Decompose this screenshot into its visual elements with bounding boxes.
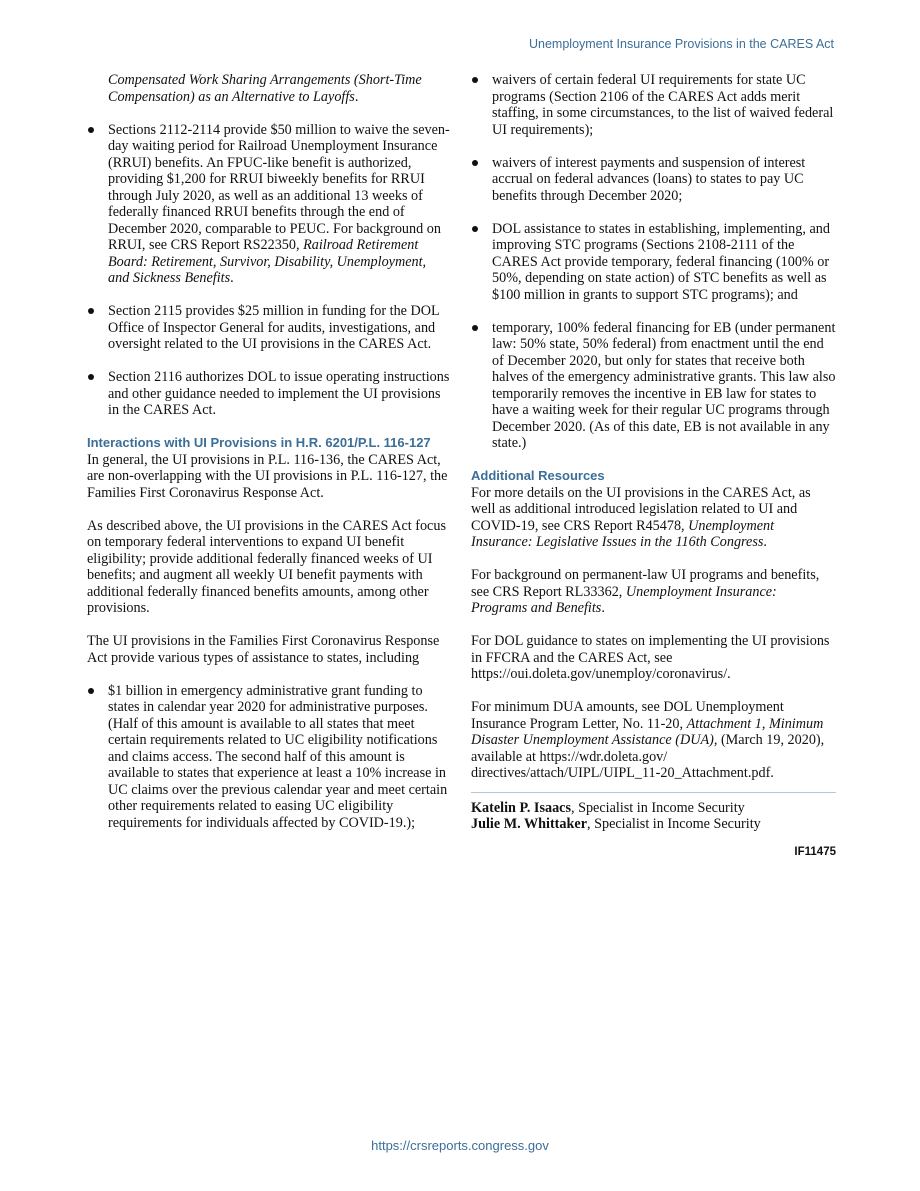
list-item: [87, 683, 450, 832]
bullet-icon: [88, 127, 94, 133]
resource-end: (March 19, 2020), available at https://wdr.doleta.gov/ directives/attach/UIPL/UIPL_11-20_Attachment.pdf.: [471, 732, 825, 781]
resource-paragraph: [471, 567, 836, 617]
author-title: , Specialist in Income Security: [570, 799, 745, 816]
ffcra-provisions-list-continued: [471, 72, 836, 452]
list-item-text: DOL assistance to states in establishing, implementing, and improving STC programs (Sections 2108-2111 of the CARES Act provide temporary, federal financing (100% or 50%, depending on state action) of STC benefits as well as $100 million in grants to support STC programs); and: [492, 220, 830, 303]
resource-paragraph: [471, 485, 836, 551]
list-item-text: waivers of certain federal UI requirements for state UC programs (Section 2106 of the CARES Act adds merit staffing, in some circumstances, to the list of waived federal UI requirements);: [492, 72, 834, 138]
list-item-text: $1 billion in emergency administrative grant funding to states in calendar year 2020 for administrative purposes. (Half of this amount is available to all states that meet certain requirements related to UC eligibility notifications and claims access. The second half of this amount is available to states that experience at least a 10% increase in UC claims over the previous calendar year and meet certain other requirements related to easing UC eligibility requirements for individuals affected by COVID-19.);: [108, 682, 448, 831]
citation-title: Compensated Work Sharing Arrangements (Short-Time Compensation) as an Alternative to Layoffs: [108, 72, 422, 105]
resource-paragraph: [471, 699, 836, 782]
paragraph: In general, the UI provisions in P.L. 116-136, the CARES Act, are non-overlapping with the UI provisions in P.L. 116-127, the Families First Coronavirus Response Act.: [87, 451, 448, 501]
author-list: [471, 800, 836, 833]
resource-paragraph: For DOL guidance to states on implementing the UI provisions in FFCRA and the CARES Act, see https://oui.doleta.gov/unemploy/coronavirus/.: [471, 633, 830, 682]
left-column: [87, 72, 450, 848]
bullet-icon: [472, 226, 478, 232]
list-item-end: .: [230, 270, 234, 286]
paragraph: As described above, the UI provisions in the CARES Act focus on temporary federal interventions to expand UI benefit eligibility; provide additional federally financed weeks of UI benefits; and augment all weekly UI benefit payments with additional federally financed benefits amounts, among other provisions.: [87, 517, 446, 616]
author: [471, 816, 836, 833]
resource-end: .: [763, 534, 767, 550]
ffcra-provisions-list: [87, 683, 450, 832]
list-item-text: Section 2115 provides $25 million in funding for the DOL Office of Inspector General for audits, investigations, and oversight related to the UI provisions in the CARES Act.: [108, 303, 440, 352]
running-header: Unemployment Insurance Provisions in the CARES Act: [529, 37, 834, 51]
report-title: Unemployment Insurance: Programs and Benefits: [471, 583, 777, 616]
citation-end: .: [354, 88, 359, 105]
list-item-text: temporary, 100% federal financing for EB (under permanent law: 50% state, 50% federal) from enactment until the end of December 2020, but only for states that receive both halves of the emergency administrative grants. This law also temporarily removes the incentive in EB law for states to have a waiting week for their regular UC programs through December 2020. (As of this date, EB is not available in any state.): [492, 319, 836, 451]
footer-link[interactable]: https://crsreports.congress.gov: [371, 1138, 549, 1153]
section-heading: Interactions with UI Provisions in H.R. 6201/P.L. 116-127: [87, 435, 431, 450]
list-item: [471, 221, 836, 304]
divider: [471, 792, 836, 793]
author-name: Julie M. Whittaker: [471, 816, 587, 832]
author-name: Katelin P. Isaacs: [471, 799, 571, 816]
paragraph: The UI provisions in the Families First Coronavirus Response Act provide various types of assistance to states, including: [87, 633, 440, 666]
list-item: [471, 72, 836, 138]
report-title: Unemployment Insurance: Legislative Issues in the 116th Congress: [471, 517, 775, 550]
list-item: [87, 122, 450, 287]
bullet-icon: [472, 160, 478, 166]
resource-text: For more details on the UI provisions in the CARES Act, as well as additional introduced legislation related to UI and COVID-19, see CRS Report R45478,: [471, 484, 811, 534]
list-item: [87, 369, 450, 419]
section-heading: Additional Resources: [471, 468, 605, 483]
bullet-icon: [472, 77, 478, 83]
list-item-text: waivers of interest payments and suspension of interest accrual on federal advances (loans) to states to pay UC benefits through December 2020;: [492, 154, 806, 204]
list-item-text: Section 2116 authorizes DOL to issue operating instructions and other guidance needed to implement the UI provisions in the CARES Act.: [108, 369, 450, 418]
right-column: [471, 72, 836, 860]
list-item-text: Sections 2112-2114 provide $50 million to waive the seven-day waiting period for Railroad Unemployment Insurance (RRUI) benefits. An FPUC-like benefit is authorized, providing $1,200 for RRUI biweekly benefits for RRUI through July 2020, as well as an additional 13 weeks of federally financed RRUI benefits through the end of December 2020, comparable to PEUC. For background on RRUI, see CRS Report RS22350,: [108, 121, 450, 253]
bullet-icon: [88, 688, 94, 694]
cares-provisions-list: [87, 122, 450, 419]
list-item: [471, 155, 836, 205]
list-item: [471, 320, 836, 452]
resource-text: For minimum DUA amounts, see DOL Unemployment Insurance Program Letter, No. 11-20,: [471, 699, 784, 732]
bullet-icon: [88, 374, 94, 380]
continued-citation: [87, 72, 450, 105]
list-item: [87, 303, 450, 353]
bullet-icon: [472, 325, 478, 331]
author: [471, 800, 836, 817]
footer: [0, 1138, 920, 1153]
report-title: Attachment 1, Minimum Disaster Unemployment Assistance (DUA),: [471, 715, 824, 748]
resource-end: .: [601, 600, 605, 616]
document-id: IF11475: [794, 845, 836, 858]
bullet-icon: [88, 308, 94, 314]
author-title: , Specialist in Income Security: [587, 816, 761, 832]
report-title: Railroad Retirement Board: Retirement, Survivor, Disability, Unemployment, and Sickness Benefits: [108, 237, 427, 286]
resource-text: For background on permanent-law UI programs and benefits, see CRS Report RL33362,: [471, 567, 820, 600]
